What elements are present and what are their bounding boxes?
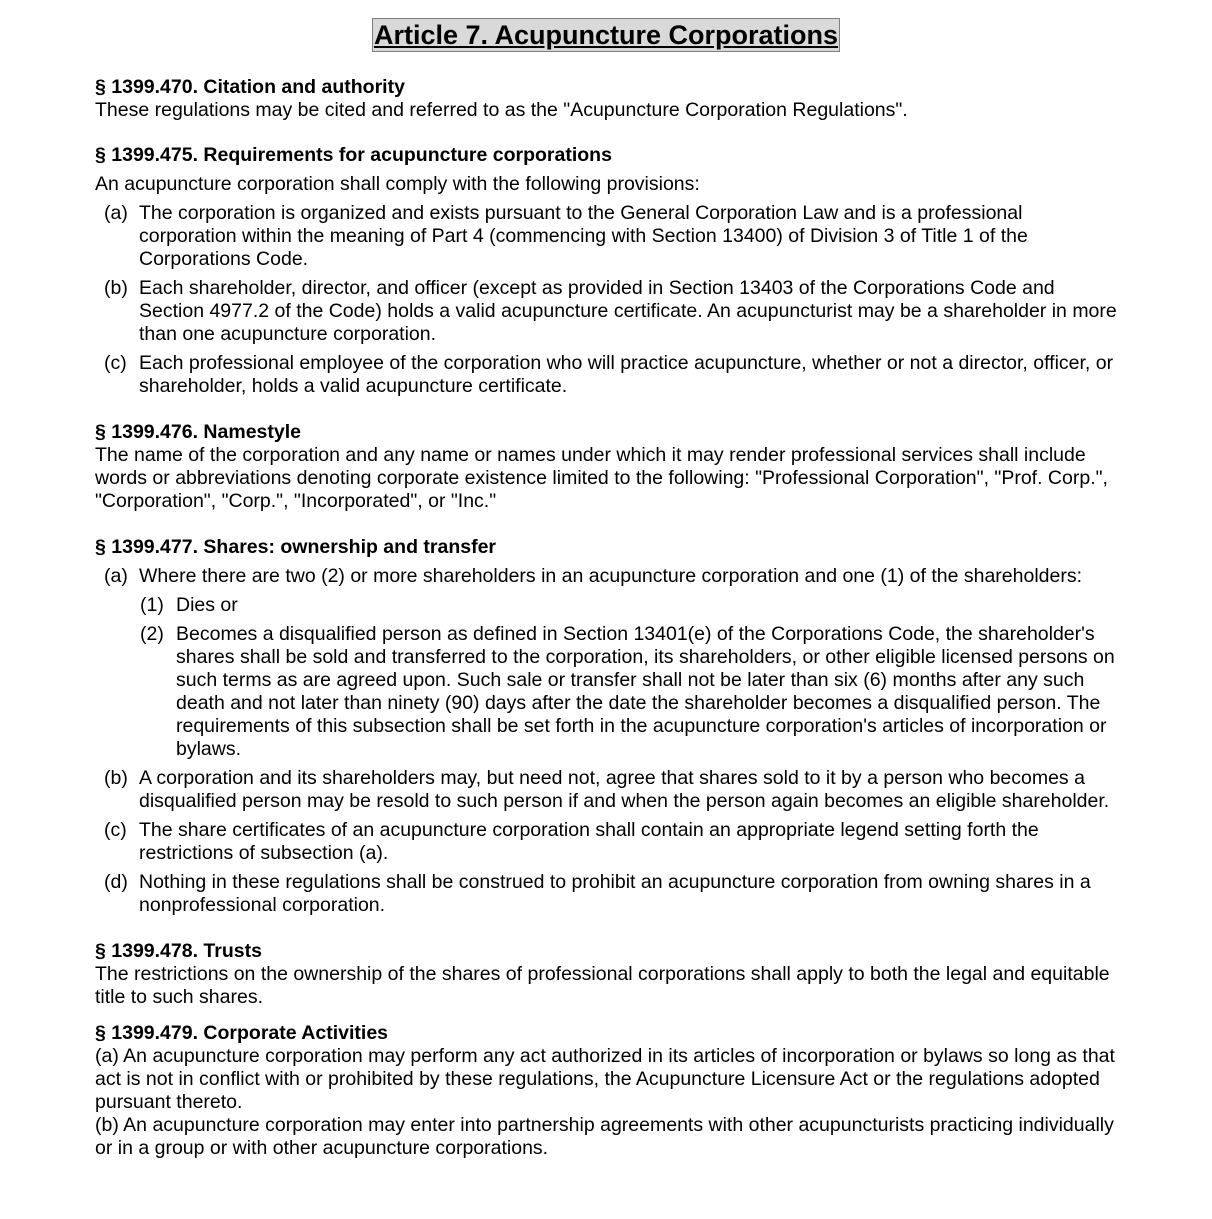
list-item-label: (c) <box>104 819 127 841</box>
section-1399-476 <box>95 421 1125 513</box>
list-item-label: (a) <box>104 202 128 224</box>
list-item-text: The corporation is organized and exists pursuant to the General Corporation Law and is a professional corporation within the meaning of Part 4 (commencing with Section 13400) of Division 3 of Title 1 of the Corporations Code. <box>139 202 1028 270</box>
section-body: The restrictions on the ownership of the shares of professional corporations shall apply to both the legal and equitable title to such shares. <box>95 963 1110 1008</box>
sub-list-item <box>95 594 1125 617</box>
sub-list-item-text: Becomes a disqualified person as defined in Section 13401(e) of the Corporations Code, the shareholder's shares shall be sold and transferred to the corporation, its shareholders, or other eligible licensed persons on such terms as are agreed upon. Such sale or transfer shall not be later than six (6) months after any such death and not later than ninety (90) days after the date the shareholder becomes a disqualified person. The requirements of this subsection shall be set forth in the acupuncture corporation's articles of incorporation or bylaws. <box>176 623 1115 760</box>
section-heading: § 1399.470. Citation and authority <box>95 76 405 98</box>
section-intro: An acupuncture corporation shall comply with the following provisions: <box>95 173 700 195</box>
sub-list-item-label: (2) <box>140 623 164 645</box>
list-item <box>95 565 1125 588</box>
section-body: The name of the corporation and any name or names under which it may render professional services shall include words or abbreviations denoting corporate existence limited to the following: "Professional Corporation", "Prof. Corp.", "Corporation", "Corp.", "Incorporated", or "Inc." <box>95 444 1108 512</box>
sub-list-item-text: Dies or <box>176 594 238 616</box>
sub-list-item-label: (1) <box>140 594 164 616</box>
document-page <box>95 18 1125 1160</box>
section-heading: § 1399.477. Shares: ownership and transfer <box>95 536 497 558</box>
list-item-text: The share certificates of an acupuncture corporation shall contain an appropriate legend setting forth the restrictions of subsection (a). <box>139 819 1039 864</box>
list-item <box>95 871 1125 917</box>
list-item <box>95 819 1125 865</box>
list-item-label: (a) <box>104 565 128 587</box>
section-paragraph-b: (b) An acupuncture corporation may enter into partnership agreements with other acupuncturists practicing individually or in a group or with other acupuncture corporations. <box>95 1114 1114 1159</box>
list-item <box>95 767 1125 813</box>
section-1399-477 <box>95 536 1125 917</box>
section-paragraph-a: (a) An acupuncture corporation may perform any act authorized in its articles of incorporation or bylaws so long as that act is not in conflict with or prohibited by these regulations, the Acupuncture Licensure Act or the regulations adopted pursuant thereto. <box>95 1045 1115 1113</box>
section-1399-470 <box>95 76 1125 122</box>
list-item-text: A corporation and its shareholders may, but need not, agree that shares sold to it by a person who becomes a disqualified person may be resold to such person if and when the person again becomes an eligible shareholder. <box>139 767 1110 812</box>
list-item-label: (c) <box>104 352 127 374</box>
section-1399-479 <box>95 1022 1125 1160</box>
section-heading: § 1399.476. Namestyle <box>95 421 301 443</box>
list-item <box>95 352 1125 398</box>
article-title: Article 7. Acupuncture Corporations <box>373 20 839 50</box>
title-wrap <box>0 18 1212 52</box>
section-heading: § 1399.475. Requirements for acupuncture corporations <box>95 144 612 166</box>
section-1399-475 <box>95 144 1125 398</box>
list-item-text: Where there are two (2) or more shareholders in an acupuncture corporation and one (1) of the shareholders: <box>139 565 1083 587</box>
list-item <box>95 202 1125 271</box>
list-item-label: (d) <box>104 871 128 893</box>
list-item-text: Nothing in these regulations shall be construed to prohibit an acupuncture corporation from owning shares in a nonprofessional corporation. <box>139 871 1091 916</box>
list-item-text: Each professional employee of the corporation who will practice acupuncture, whether or not a director, officer, or shareholder, holds a valid acupuncture certificate. <box>139 352 1114 397</box>
list-item <box>95 277 1125 346</box>
list-item-label: (b) <box>104 277 128 299</box>
list-item-text: Each shareholder, director, and officer (except as provided in Section 13403 of the Corporations Code and Section 4977.2 of the Code) holds a valid acupuncture certificate. An acupuncturist may be a shareholder in more than one acupuncture corporation. <box>139 277 1117 345</box>
list-item-label: (b) <box>104 767 128 789</box>
section-heading: § 1399.478. Trusts <box>95 940 262 962</box>
section-body: These regulations may be cited and referred to as the "Acupuncture Corporation Regulations". <box>95 99 908 121</box>
section-1399-478 <box>95 940 1125 1009</box>
section-heading: § 1399.479. Corporate Activities <box>95 1022 389 1044</box>
sub-list-item <box>95 623 1125 761</box>
